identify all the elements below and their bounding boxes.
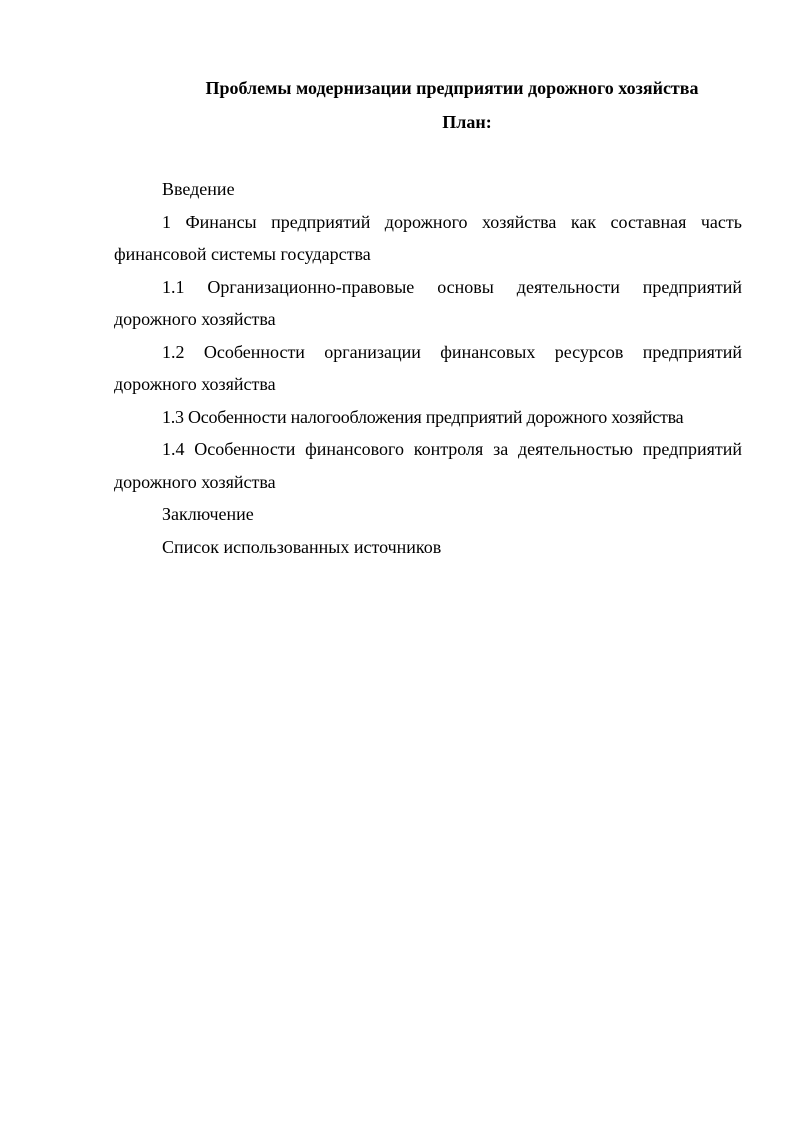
toc-item-section-1-3: 1.3 Особенности налогообложения предприятий дорожного хозяйства: [162, 406, 684, 427]
table-of-contents: [114, 173, 742, 563]
toc-item-section-1-1: 1.1 Организационно-правовые основы деятельности предприятий дорожного хозяйства: [114, 276, 742, 329]
toc-item-section-1: 1 Финансы предприятий дорожного хозяйства как составная часть финансовой системы государства: [114, 211, 742, 264]
toc-item-conclusion: Заключение: [162, 504, 254, 524]
toc-item-section-1-2: 1.2 Особенности организации финансовых ресурсов предприятий дорожного хозяйства: [114, 341, 742, 394]
plan-heading: План:: [442, 112, 492, 132]
document-title: Проблемы модернизации предприятии дорожного хозяйства: [205, 78, 699, 98]
toc-item-references: Список использованных источников: [162, 536, 442, 557]
toc-item-introduction: Введение: [162, 179, 235, 199]
toc-item-section-1-4: 1.4 Особенности финансового контроля за деятельностью предприятий дорожного хозяйства: [114, 439, 742, 492]
